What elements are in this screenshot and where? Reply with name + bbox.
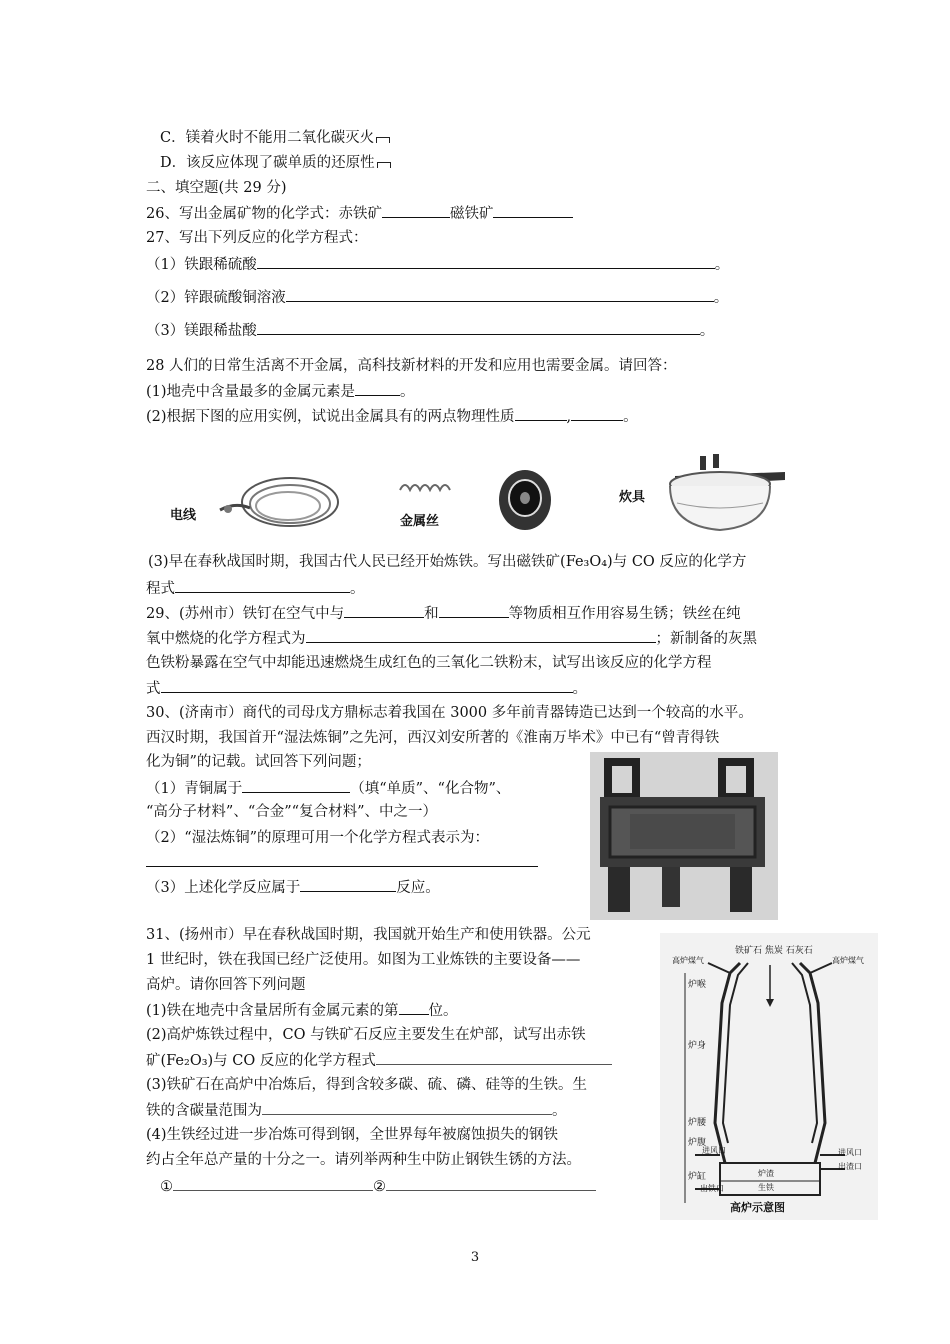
text-cursor-icon <box>376 137 390 143</box>
option-d: D．该反应体现了碳单质的还原性 <box>160 153 391 173</box>
section-heading: 二、填空题(共 29 分) <box>146 180 287 196</box>
furnace-air-inlet-right: 进风口 <box>838 1148 862 1157</box>
question-30-1: （1）青铜属于 （填“单质”、“化合物”、 <box>146 778 510 799</box>
question-31-3b: 铁的含碳量范围为 。 <box>146 1100 567 1121</box>
page-number: 3 <box>470 1250 480 1265</box>
furnace-body: 炉身 <box>688 1041 707 1051</box>
furnace-gas-left: 高炉煤气 <box>672 956 704 965</box>
question-27-1: （1）铁跟稀硫酸 。 <box>146 254 729 275</box>
question-27-title: 27、写出下列反应的化学方程式： <box>146 230 368 246</box>
blast-furnace-diagram <box>660 933 878 1220</box>
question-26: 26、写出金属矿物的化学式：赤铁矿 磁铁矿 <box>146 203 573 224</box>
question-30-3: （3）上述化学反应属于 反应。 <box>146 877 440 898</box>
question-29-l3: 色铁粉暴露在空气中却能迅速燃烧生成红色的三氧化二铁粉末，试写出该反应的化学方程 <box>146 655 712 671</box>
question-30-l1: 30、(济南市）商代的司母戊方鼎标志着我国在 3000 多年前青器铸造已达到一个较高的水平。 <box>146 705 753 721</box>
furnace-slag: 炉渣 <box>758 1169 774 1178</box>
furnace-hearth: 炉缸 <box>688 1172 707 1182</box>
furnace-waist: 炉腰 <box>688 1118 707 1128</box>
question-30-2-answer <box>146 852 538 873</box>
question-31-l1: 31、(扬州市）早在春秋战国时期，我国就开始生产和使用铁器。公元 <box>146 927 591 943</box>
furnace-slag-outlet: 出渣口 <box>838 1162 862 1171</box>
question-30-l3: 化为铜”的记载。试回答下列问题； <box>146 754 371 770</box>
furnace-top-label: 铁矿石 焦炭 石灰石 <box>735 946 813 956</box>
question-31-l2: 1 世纪时，铁在我国已经广泛使用。如图为工业炼铁的主要设备—— <box>146 952 581 968</box>
question-29-l4: 式 。 <box>146 678 587 699</box>
question-31-3a: (3)铁矿石在高炉中冶炼后，得到含较多碳、硫、磷、硅等的生铁。生 <box>146 1077 588 1093</box>
bronze-ding-photo <box>590 752 778 920</box>
question-31-4a: (4)生铁经过进一步冶炼可得到钢，全世界每年被腐蚀损失的钢铁 <box>146 1127 559 1143</box>
furnace-air-inlet-left: 进风口 <box>702 1146 726 1155</box>
question-28-1: (1)地壳中含量最多的金属元素是 。 <box>146 381 415 402</box>
cookware-illustration: 炊具 <box>615 448 795 538</box>
furnace-iron-outlet: 出铁口 <box>700 1184 724 1193</box>
furnace-throat: 炉喉 <box>688 980 707 990</box>
question-31-1: (1)铁在地壳中含量居所有金属元素的第 位。 <box>146 1000 458 1021</box>
question-27-2: （2）锌跟硫酸铜溶液 。 <box>146 287 728 308</box>
question-28-intro: 28 人们的日常生活离不开金属，高科技新材料的开发和应用也需要金属。请回答： <box>146 358 677 374</box>
option-c: C．镁着火时不能用二氧化碳灭火 <box>160 128 390 148</box>
question-31-2a: (2)高炉炼铁过程中，CO 与铁矿石反应主要发生在炉部，试写出赤铁 <box>146 1027 586 1043</box>
question-30-l2: 西汉时期，我国首开“湿法炼铜”之先河，西汉刘安所著的《淮南万毕术》中已有“曾青得铁 <box>146 730 720 746</box>
question-30-2: （2）“湿法炼铜”的原理可用一个化学方程式表示为： <box>146 830 490 846</box>
question-29-l2: 氧中燃烧的化学方程式为 ；新制备的灰黑 <box>146 628 757 649</box>
furnace-pig-iron: 生铁 <box>758 1183 774 1192</box>
question-31-4-blanks: ① ② <box>160 1176 596 1197</box>
question-30-1b: “高分子材料”、“合金”“复合材料”、中之一） <box>146 804 437 820</box>
question-29-l1: 29、(苏州市）铁钉在空气中与 和 等物质相互作用容易生锈；铁丝在纯 <box>146 603 741 624</box>
text-cursor-icon <box>377 162 391 168</box>
furnace-title: 高炉示意图 <box>730 1201 785 1214</box>
question-28-2: (2)根据下图的应用实例，试说出金属具有的两点物理性质 , 。 <box>146 406 638 427</box>
question-27-3: （3）镁跟稀盐酸 。 <box>146 320 714 341</box>
question-31-4b: 约占全年总产量的十分之一。请列举两种生中防止钢铁生锈的方法。 <box>146 1152 581 1168</box>
furnace-gas-right: 高炉煤气 <box>832 956 864 965</box>
metal-wire-illustration: 金属丝 <box>395 460 565 535</box>
furnace-belly: 炉腹 <box>688 1138 707 1148</box>
question-28-3b: 程式 。 <box>146 578 365 599</box>
question-31-2b: 矿(Fe₂O₃)与 CO 反应的化学方程式 <box>146 1050 612 1071</box>
question-28-3a: (3)早在春秋战国时期，我国古代人民已经开始炼铁。写出磁铁矿(Fe₃O₄)与 CO 反应的化学方 <box>148 554 747 570</box>
question-31-l3: 高炉。请你回答下列问题 <box>146 977 306 993</box>
wire-illustration: 电线 <box>160 460 350 535</box>
